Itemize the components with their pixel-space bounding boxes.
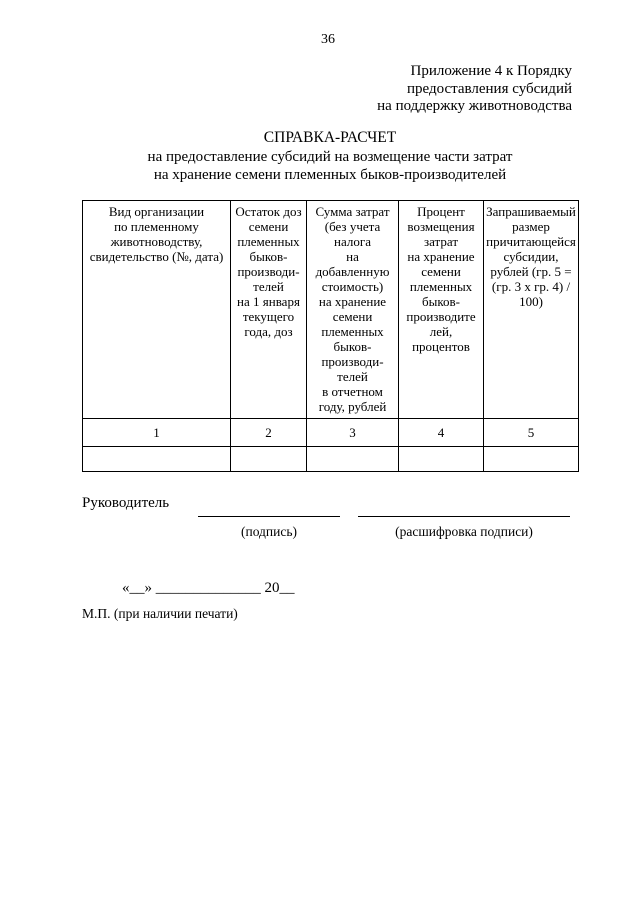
appendix-line: на поддержку животноводства [377, 98, 572, 114]
subtitle-line: на предоставление субсидий на возмещение части затрат [147, 149, 513, 165]
document-subtitle [82, 148, 578, 184]
header-semen-balance: Остаток доз семени племенных быков- производи- телей на 1 января текущего года, доз [231, 201, 307, 419]
column-number: 3 [307, 419, 399, 447]
signature-line [198, 516, 340, 517]
table-cell [83, 447, 231, 472]
signature-caption: (подпись) [240, 524, 298, 539]
appendix-line: Приложение 4 к Порядку [410, 63, 572, 79]
table-header-row [83, 201, 579, 419]
table-cell [484, 447, 579, 472]
table-cell [307, 447, 399, 472]
date-line: «__» ______________ 20__ [122, 580, 295, 596]
column-number-row [83, 419, 579, 447]
subtitle-line: на хранение семени племенных быков-производителей [153, 167, 507, 183]
table-cell [231, 447, 307, 472]
appendix-line: предоставления субсидий [406, 80, 572, 97]
header-organization-type: Вид организации по племенному животноводству, свидетельство (№, дата) [83, 201, 231, 419]
column-number: 5 [484, 419, 579, 447]
stamp-note: М.П. (при наличии печати) [82, 606, 238, 621]
header-storage-costs: Сумма затрат (без учета налога на добавленную стоимость) на хранение семени племенных быков- производи- телей в отчетном году, рублей [307, 201, 399, 419]
column-number: 2 [231, 419, 307, 447]
signatory-role: Руководитель [82, 495, 170, 511]
signature-name-caption: (расшифровка подписи) [395, 524, 533, 539]
header-reimbursement-percent: Процент возмещения затрат на хранение семени племенных быков- производите лей, процентов [399, 201, 484, 419]
appendix-reference [377, 63, 572, 116]
document-title: СПРАВКА-РАСЧЕТ [263, 129, 397, 146]
page-number: 36 [321, 32, 335, 47]
table-row [83, 447, 579, 472]
calculation-table [82, 200, 579, 472]
column-number: 1 [83, 419, 231, 447]
signature-name-line [358, 516, 570, 517]
header-requested-subsidy: Запрашиваемый размер причитающейся субсидии, рублей (гр. 5 = (гр. 3 х гр. 4) / 100) [484, 201, 579, 419]
column-number: 4 [399, 419, 484, 447]
table-cell [399, 447, 484, 472]
